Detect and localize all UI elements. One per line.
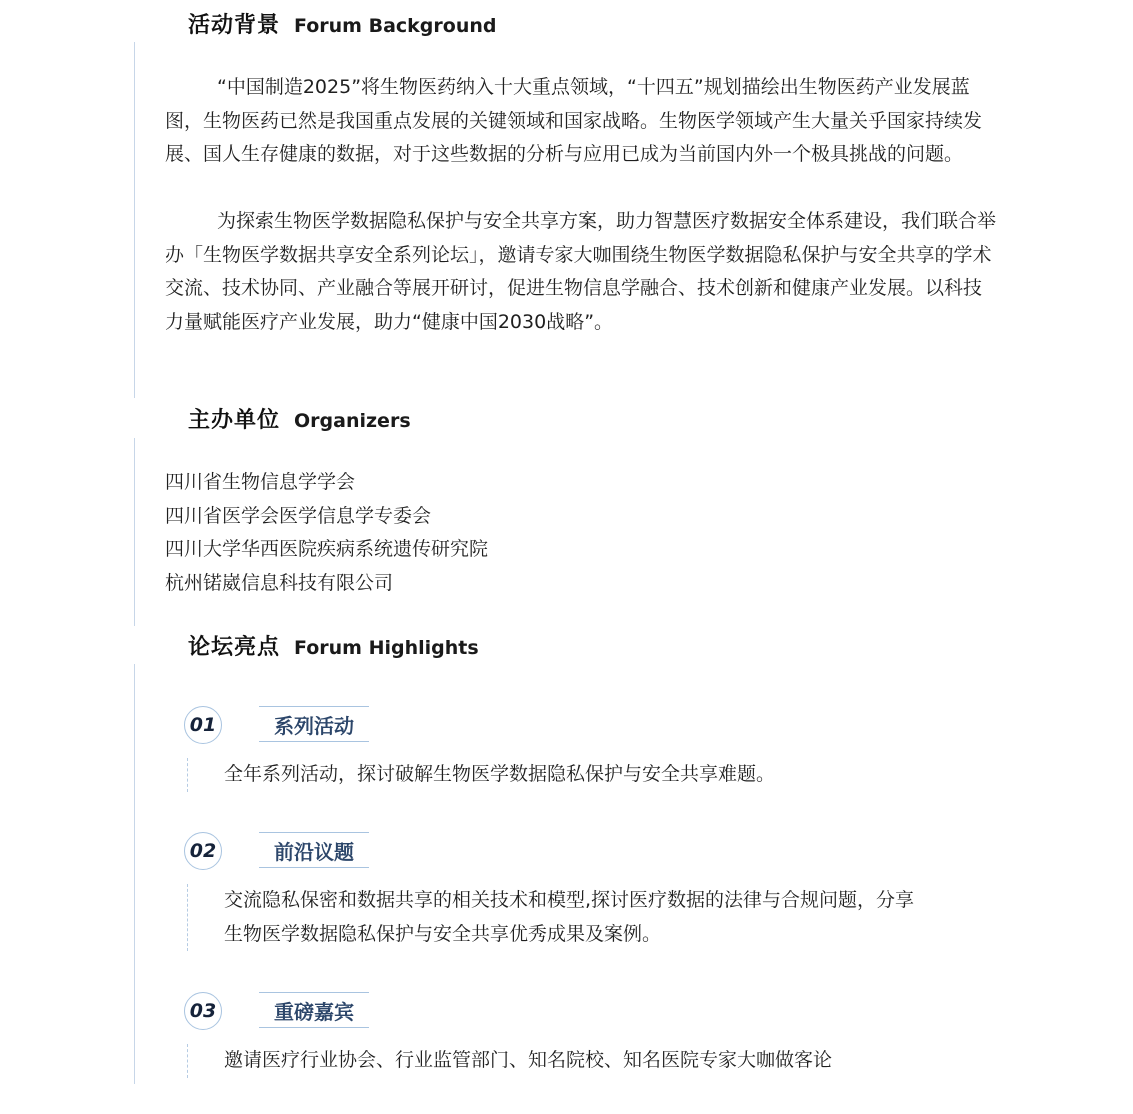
background-paragraph-1: “中国制造2025”将生物医药纳入十大重点领域，“十四五”规划描绘出生物医药产业发展蓝图，生物医药已然是我国重点发展的关键领域和国家战略。生物医学领域产生大量关乎国家持续发展、国人生存健康的数据，对于这些数据的分析与应用已成为当前国内外一个极具挑战的问题。 <box>165 76 983 165</box>
highlight-title: 系列活动 <box>259 706 369 742</box>
organizers-list <box>165 466 488 600</box>
highlight-body: 邀请医疗行业协会、行业监管部门、知名院校、知名医院专家大咖做客论 <box>187 1044 1004 1078</box>
highlight-title: 重磅嘉宾 <box>259 992 369 1028</box>
highlight-number-badge: 01 <box>184 706 222 744</box>
highlight-item-1 <box>184 706 1004 806</box>
highlight-item-2 <box>184 832 1004 962</box>
background-title-en: Forum Background <box>294 15 497 37</box>
highlight-body: 全年系列活动，探讨破解生物医学数据隐私保护与安全共享难题。 <box>187 758 1004 792</box>
section-divider-line <box>134 438 135 626</box>
highlight-item-3 <box>184 992 1004 1088</box>
organizer-item: 四川大学华西医院疾病系统遗传研究院 <box>165 538 489 560</box>
highlight-number-badge: 02 <box>184 832 222 870</box>
highlight-body: 交流隐私保密和数据共享的相关技术和模型,探讨医疗数据的法律与合规问题，分享生物医学数据隐私保护与安全共享优秀成果及案例。 <box>187 884 924 951</box>
section-divider-line <box>134 42 135 398</box>
highlight-title: 前沿议题 <box>259 832 369 868</box>
organizer-item: 杭州锘崴信息科技有限公司 <box>165 571 394 594</box>
background-title-cn: 活动背景 <box>188 13 281 38</box>
organizer-item: 四川省医学会医学信息学专委会 <box>165 504 432 527</box>
highlights-heading <box>188 630 479 660</box>
organizer-item: 四川省生物信息学学会 <box>165 471 356 493</box>
highlights-title-en: Forum Highlights <box>294 637 479 659</box>
background-paragraph-2: 为探索生物医学数据隐私保护与安全共享方案，助力智慧医疗数据安全体系建设，我们联合举办「生物医学数据共享安全系列论坛」，邀请专家大咖围绕生物医学数据隐私保护与安全共享的学术交流、技术协同、产业融合等展开研讨，促进生物信息学融合、技术创新和健康产业发展。以科技力量赋能医疗产业发展，助力“健康中国2030战略”。 <box>165 210 997 333</box>
organizers-heading <box>188 403 411 433</box>
section-divider-line <box>134 664 135 1084</box>
organizers-title-cn: 主办单位 <box>188 408 281 433</box>
highlight-number-badge: 03 <box>184 992 222 1030</box>
background-heading <box>188 8 496 38</box>
highlights-title-cn: 论坛亮点 <box>188 635 281 660</box>
organizers-title-en: Organizers <box>294 410 411 432</box>
